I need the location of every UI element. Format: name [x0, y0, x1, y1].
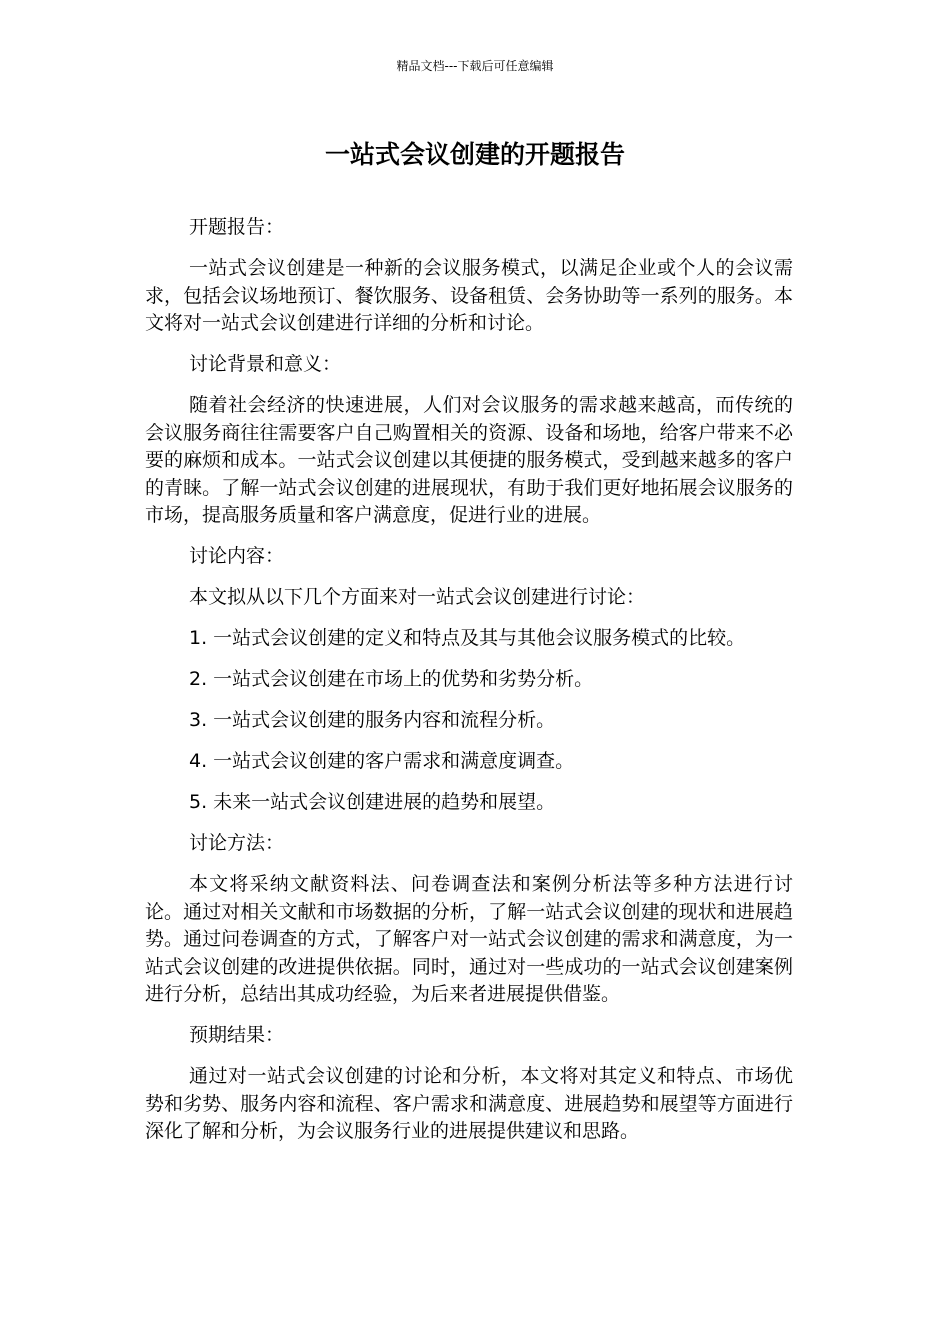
- paragraph-content-lead: 本文拟从以下几个方面来对一站式会议创建进行讨论：: [189, 586, 646, 608]
- list-item-3: 3. 一站式会议创建的服务内容和流程分析。: [189, 709, 556, 731]
- heading-content: 讨论内容：: [189, 545, 285, 567]
- paragraph-intro: 一站式会议创建是一种新的会议服务模式，以满足企业或个人的会议需求，包括会议场地预订、餐饮服务、设备租赁、会务协助等一系列的服务。本文将对一站式会议创建进行详细的分析和讨论。: [145, 257, 793, 334]
- heading-expected-results: 预期结果：: [189, 1024, 285, 1046]
- heading-background: 讨论背景和意义：: [189, 353, 342, 375]
- header-note: 精品文档---下载后可任意编辑: [396, 59, 554, 73]
- paragraph-method: 本文将采纳文献资料法、问卷调查法和案例分析法等多种方法进行讨论。通过对相关文献和市场数据的分析，了解一站式会议创建的现状和进展趋势。通过问卷调查的方式，了解客户对一站式会议创建的需求和满意度，为一站式会议创建的改进提供依据。同时，通过对一些成功的一站式会议创建案例进行分析，总结出其成功经验，为后来者进展提供借鉴。: [145, 873, 793, 1005]
- list-item-5: 5. 未来一站式会议创建进展的趋势和展望。: [189, 791, 556, 813]
- heading-opening-report: 开题报告：: [189, 216, 285, 238]
- paragraph-background: 随着社会经济的快速进展，人们对会议服务的需求越来越高，而传统的会议服务商往往需要客户自己购置相关的资源、设备和场地，给客户带来不必要的麻烦和成本。一站式会议创建以其便捷的服务模式，受到越来越多的客户的青睐。了解一站式会议创建的进展现状，有助于我们更好地拓展会议服务的市场，提高服务质量和客户满意度，促进行业的进展。: [145, 394, 793, 526]
- paragraph-expected-results: 通过对一站式会议创建的讨论和分析，本文将对其定义和特点、市场优势和劣势、服务内容和流程、客户需求和满意度、进展趋势和展望等方面进行深化了解和分析，为会议服务行业的进展提供建议和思路。: [145, 1065, 793, 1142]
- list-item-2: 2. 一站式会议创建在市场上的优势和劣势分析。: [189, 668, 594, 690]
- heading-method: 讨论方法：: [189, 832, 285, 854]
- document-title: 一站式会议创建的开题报告: [324, 140, 625, 169]
- list-item-1: 1. 一站式会议创建的定义和特点及其与其他会议服务模式的比较。: [189, 627, 746, 649]
- list-item-4: 4. 一站式会议创建的客户需求和满意度调查。: [189, 750, 575, 772]
- document-body: [145, 214, 793, 1159]
